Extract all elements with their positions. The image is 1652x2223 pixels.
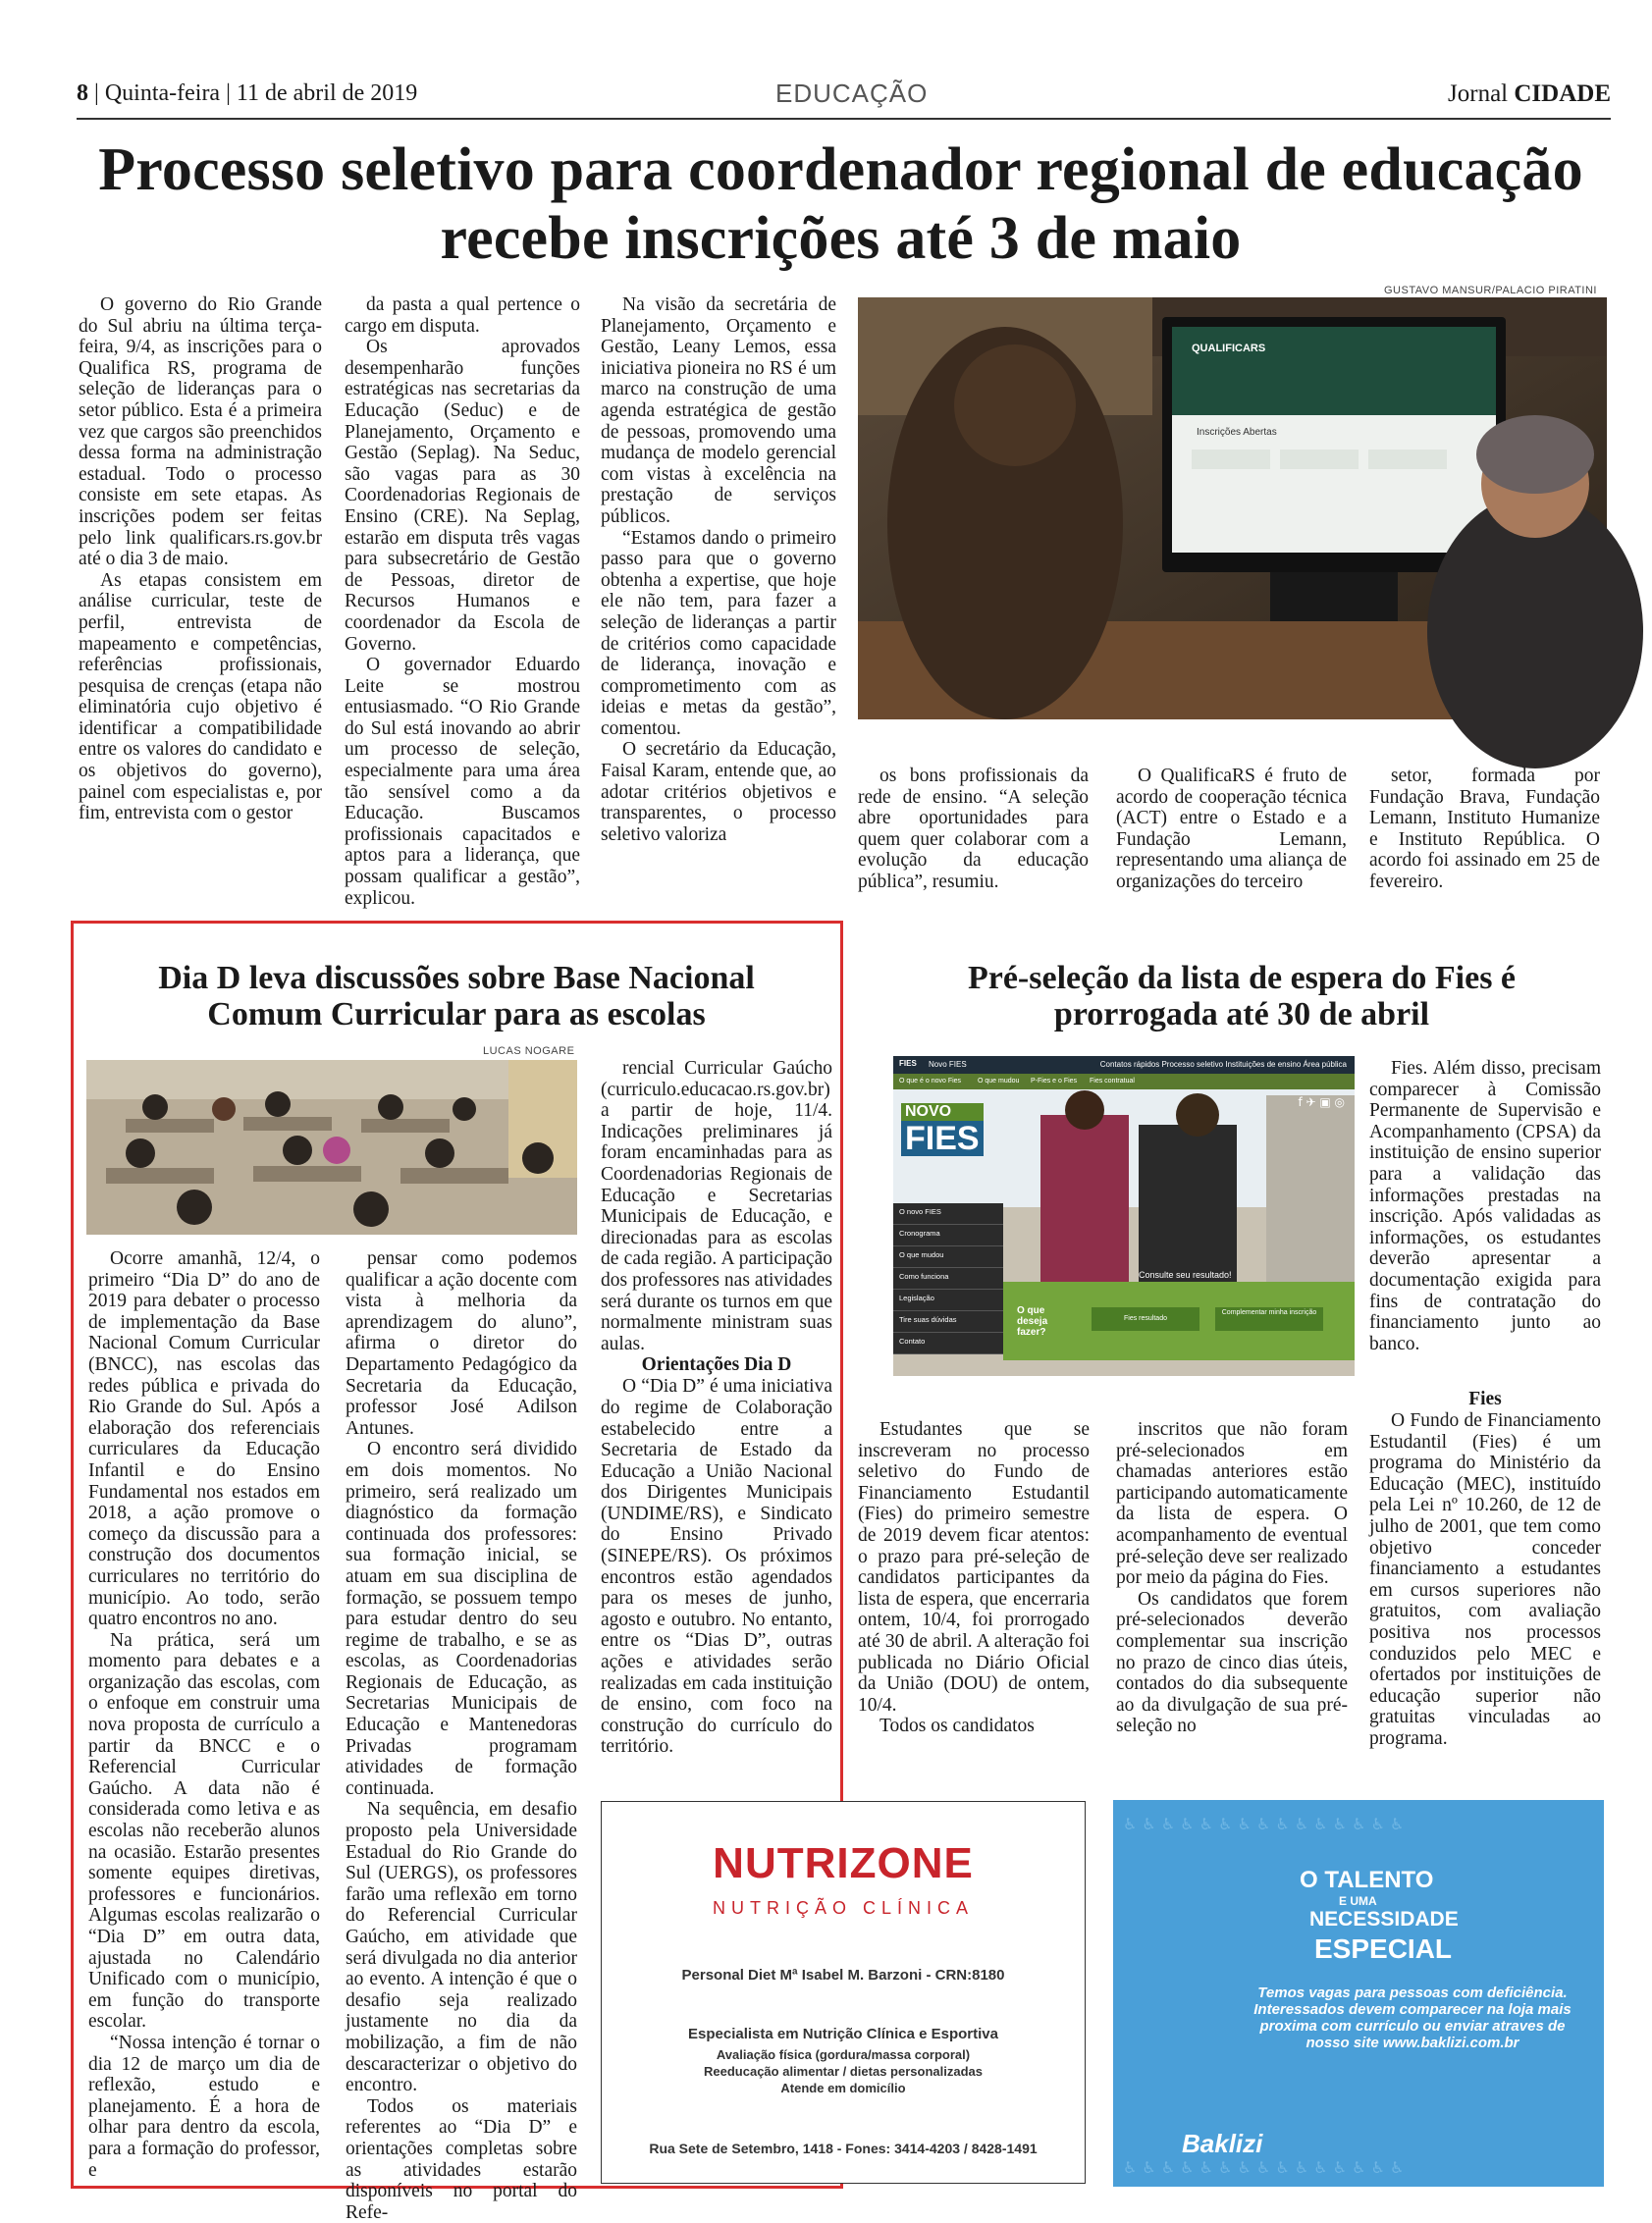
- nutrizone-line2: Reeducação alimentar / dietas personalizadas: [704, 2064, 983, 2079]
- fies-nav-item[interactable]: O que mudou: [978, 1078, 1020, 1085]
- paragraph: da pasta a qual pertence o cargo em disputa.: [345, 294, 580, 337]
- paragraph: Na sequência, em desafio proposto pela Universidade Estadual do Rio Grande do Sul (UERGS), os professores farão uma reflexão em torno do Referencial Curricular Gaúcho, em atividade que será divulgada no dia anterior ao evento. A intenção é que o desafio seja realizado justamente no dia da mobilização, a fim de não descaracterizar o objetivo do encontro.: [346, 1799, 577, 2096]
- header-rule: [77, 118, 1611, 120]
- baklizi-line1: O TALENTO: [1300, 1867, 1434, 1893]
- section-subhead: Orientações Dia D: [641, 1354, 792, 1376]
- lead-photo-image: [858, 297, 1607, 719]
- paragraph: “Nossa intenção é tornar o dia 12 de março um dia de reflexão, estudo e planejamento. É a hora de olhar para dentro da escola, para a formação do professor, e: [88, 2032, 320, 2181]
- fies-action-band: [1003, 1282, 1355, 1360]
- baklizi-logo: Baklizi: [1182, 2129, 1263, 2158]
- baklizi-line2: E UMA: [1339, 1894, 1377, 1908]
- paragraph: O Fundo de Financiamento Estudantil (Fies) é um programa do Ministério da Educação (MEC), instituído pela Lei nº 10.260, de 12 de julho de 2001, que tem como objetivo conceder financiamento a estudantes em cursos superiores não gratuitos, com avaliação positiva nos processos conduzidos pelo MEC e ofertados por instituições de educação superior não gratuitas vinculadas ao programa.: [1369, 1410, 1601, 1749]
- fies-logo-big: FIES: [901, 1121, 984, 1156]
- dia-d-photo-credit: LUCAS NOGARE: [483, 1045, 575, 1057]
- fies-logo-small: NOVO: [901, 1103, 984, 1121]
- paper-prefix: Jornal: [1448, 80, 1509, 107]
- dia-d-photo: [86, 1060, 577, 1235]
- ad-nutrizone: [601, 1801, 1086, 2184]
- fies-complement-button[interactable]: Complementar minha inscrição: [1215, 1307, 1323, 1331]
- paragraph: O encontro será dividido em dois momentos. No primeiro, será realizado um diagnóstico da formação continuada dos professores: sua formação inicial, se atuam em sua disciplina de formação, se possuem tempo para estudar dentro do seu regime de trabalho, e se as escolas, as Coordenadorias Regionais de Educação, as Secretarias Municipais de Educação e Mantenedoras Privadas programam atividades de formação continuada.: [346, 1439, 577, 1799]
- lead-headline: Processo seletivo para coordenador regional de educação recebe inscrições até 3 de maio: [98, 136, 1583, 272]
- fies-top-right: Contatos rápidos Processo seletivo Instituições de ensino Área pública: [1099, 1060, 1347, 1069]
- fies-column-2: [1116, 1419, 1348, 1753]
- fies-column-3b: [1369, 1389, 1601, 1762]
- fies-menu-item[interactable]: Contato: [893, 1333, 1003, 1354]
- paragraph: Os candidatos que forem pré-selecionados deverão complementar sua inscrição no prazo de cinco dias úteis, contados do dia subsequente ao da divulgação de sua pré-seleção no: [1116, 1588, 1348, 1737]
- fies-nav: [893, 1074, 1355, 1089]
- screen-heading: Inscrições Abertas: [1197, 427, 1277, 438]
- nutrizone-footer: Rua Sete de Setembro, 1418 - Fones: 3414-4203 / 8428-1491: [649, 2141, 1038, 2156]
- paragraph: Fies. Além disso, precisam comparecer à Comissão Permanente de Supervisão e Acompanhamento (CPSA) da instituição de ensino superior para a validação das informações prestadas na inscrição. Após validadas as informações, os estudantes deverão apresentar a documentação exigida para fins de contratação do financiamento junto ao banco.: [1369, 1058, 1601, 1354]
- paragraph: Na prática, será um momento para debates e a organização das escolas, com o enfoque em construir uma nova proposta de currículo a partir da BNCC e o Referencial Curricular Gaúcho. A data não é considerada como letiva e as escolas não receberão alunos na ocasião. Estarão presentes somente equipes diretivas, professores e funcionários. Algumas escolas realizarão o “Dia D” em outra data, ajustada no Calendário Unificado com o município, em função do transporte escolar.: [88, 1629, 320, 2033]
- baklizi-line3: NECESSIDADE: [1309, 1908, 1459, 1931]
- paragraph: inscritos que não foram pré-selecionados em chamadas anteriores estão participando automaticamente da lista de espera. O acompanhamento de eventual pré-seleção deve ser realizado por meio da página do Fies.: [1116, 1419, 1348, 1589]
- paper-name: [1448, 80, 1611, 108]
- nutrizone-specialty: Especialista em Nutrição Clínica e Esportiva: [688, 2026, 998, 2042]
- fies-social-icons[interactable]: f ✈ ▣ ◎: [1298, 1095, 1345, 1109]
- lead-column-3: [601, 294, 836, 903]
- svg-text:♿ ♿ ♿ ♿ ♿ ♿ ♿ ♿ ♿ ♿ ♿ ♿ ♿ ♿ ♿: ♿ ♿ ♿ ♿ ♿ ♿ ♿ ♿ ♿ ♿ ♿ ♿ ♿ ♿ ♿: [1123, 2158, 1405, 2177]
- dia-d-column-3: [601, 1058, 832, 1758]
- section-subhead: Fies: [1468, 1389, 1502, 1409]
- paragraph: Na visão da secretária de Planejamento, Orçamento e Gestão, Leany Lemos, essa iniciativa pioneira no RS é um marco na construção de uma agenda estratégica de gestão de pessoas, promovendo uma mudança de modelo gerencial com vistas à excelência na prestação de serviços públicos.: [601, 294, 836, 527]
- screen-brand: QUALIFICARS: [1192, 343, 1266, 354]
- paragraph: O secretário da Educação, Faisal Karam, entende que, ao adotar critérios objetivos e transparentes, o processo seletivo valoriza: [601, 739, 836, 845]
- paragraph: Os aprovados desempenharão funções estratégicas nas secretarias da Educação (Seduc) e de Planejamento, Orçamento e Gestão (Seplag). Na Seduc, são vagas para as 30 Coordenadorias Regionais de Ensino (CRE). Na Seplag, estarão em disputa três vagas para subsecretário de Gestão de Pessoas, diretor de Recursos Humanos e coordenador da Escola de Governo.: [345, 337, 580, 655]
- fies-result-button[interactable]: Fies resultado: [1092, 1307, 1199, 1331]
- fies-side-menu: [893, 1203, 1003, 1354]
- fies-menu-item[interactable]: Cronograma: [893, 1225, 1003, 1246]
- paragraph: O QualificaRS é fruto de acordo de cooperação técnica (ACT) entre o Estado e a Fundação Lemann, representando uma aliança de organizações do terceiro: [1116, 766, 1347, 892]
- paragraph: Todos os candidatos: [879, 1716, 1035, 1737]
- dia-d-photo-image: [86, 1060, 577, 1235]
- fies-top-center: Novo FIES: [929, 1060, 967, 1069]
- nutrizone-line1: Avaliação física (gordura/massa corporal): [716, 2047, 971, 2062]
- lead-photo-credit: GUSTAVO MANSUR/PALACIO PIRATINI: [1384, 285, 1597, 296]
- paragraph: “Estamos dando o primeiro passo para que o governo obtenha a expertise, que hoje ele não tem, para fazer a seleção de lideranças a partir de critérios como capacidade de liderança, inovação e comprometimento com as ideias e metas da gestão”, comentou.: [601, 527, 836, 739]
- nutrizone-brand: NUTRIZONE: [713, 1839, 974, 1887]
- fies-column-3a: [1369, 1058, 1601, 1397]
- fies-topbar: [893, 1056, 1355, 1074]
- nutrizone-personal: Personal Diet Mª Isabel M. Barzoni - CRN:8180: [681, 1967, 1005, 1984]
- paper-title: CIDADE: [1514, 80, 1611, 107]
- dia-d-column-1: [88, 1248, 320, 2181]
- fies-nav-item[interactable]: P-Fies e o Fies: [1031, 1078, 1078, 1085]
- dia-d-column-2: [346, 1248, 577, 2223]
- baklizi-line4: ESPECIAL: [1314, 1933, 1453, 1964]
- fies-logo: [901, 1103, 984, 1156]
- paragraph: rencial Curricular Gaúcho (curriculo.educacao.rs.gov.br) a partir de hoje, 11/4. Indicações preliminares já foram encaminhadas para as Coordenadorias Regionais de Educação e Secretarias Municipais de Educação, e direcionadas para as escolas de cada região. A participação dos professores nas atividades será durante os turnos em que normalmente ministram suas aulas.: [601, 1058, 832, 1354]
- lead-photo: [858, 297, 1607, 719]
- fies-nav-item[interactable]: Fies contratual: [1090, 1078, 1135, 1085]
- fies-headline: Pré-seleção da lista de espera do Fies é prorrogada até 30 de abril: [967, 960, 1517, 1032]
- paragraph: Estudantes que se inscreveram no processo seletivo do Fundo de Financiamento Estudantil (Fies) do primeiro semestre de 2019 devem ficar atentos: o prazo para pré-seleção de candidatos participantes da lista de espera, que encerraria ontem, 10/4, foi prorrogado até 30 de abril. A alteração foi publicada no Diário Oficial da União (DOU) de ontem, 10/4.: [858, 1419, 1090, 1716]
- paragraph: O “Dia D” é uma iniciativa do regime de Colaboração estabelecido entre a Secretaria de Estado da Educação a União Nacional dos Dirigentes Municipais (UNDIME/RS), e Sindicato do Ensino Privado (SINEPE/RS). Os próximos encontros estão agendados para os meses de junho, agosto e outubro. No entanto, entre os “Dias D”, outras ações e atividades serão realizadas em cada instituição de ensino, com foco na construção do currículo do território.: [601, 1376, 832, 1758]
- lead-column-1: [79, 294, 322, 903]
- lead-column-4: [858, 766, 1089, 905]
- paragraph: pensar como podemos qualificar a ação docente com vista à melhoria da aprendizagem do aluno”, afirma o diretor do Departamento Pedagógico da Secretaria da Educação, professor José Adilson Antunes.: [346, 1248, 577, 1439]
- fies-menu-item[interactable]: O que mudou: [893, 1246, 1003, 1268]
- fies-question: O que deseja fazer?: [1017, 1305, 1048, 1338]
- lead-column-2: [345, 294, 580, 909]
- fies-top-left: FIES: [899, 1059, 917, 1068]
- paragraph: O governador Eduardo Leite se mostrou entusiasmado. “O Rio Grande do Sul está inovando ao abrir um processo de seleção, especialmente para uma área tão sensível como a da Educação. Buscamos profissionais capacitados e aptos para a liderança, que possam qualificar a gestão”, explicou.: [345, 655, 580, 909]
- svg-text:♿ ♿ ♿ ♿ ♿ ♿ ♿ ♿ ♿ ♿ ♿ ♿ ♿ ♿ ♿: ♿ ♿ ♿ ♿ ♿ ♿ ♿ ♿ ♿ ♿ ♿ ♿ ♿ ♿ ♿: [1123, 1815, 1405, 1833]
- page-number: 8: [77, 80, 88, 106]
- paragraph: setor, formada por Fundação Brava, Fundação Lemann, Instituto Humanize e Instituto República. O acordo foi assinado em 25 de fevereiro.: [1369, 766, 1600, 892]
- lead-column-5: [1116, 766, 1347, 905]
- nutrizone-line3: Atende em domicílio: [780, 2081, 906, 2095]
- paragraph: os bons profissionais da rede de ensino. “A seleção abre oportunidades para quem quer colaborar com a evolução da educação pública”, resumiu.: [858, 766, 1089, 892]
- fies-column-1: [858, 1419, 1090, 1753]
- paragraph: O governo do Rio Grande do Sul abriu na última terça-feira, 9/4, as inscrições para o Qualifica RS, programa de seleção de lideranças para o setor público. Esta é a primeira vez que cargos são preenchidos dessa forma na administração estadual. Todo o processo consiste em sete etapas. As inscrições podem ser feitas pelo link qualificars.rs.gov.br até o dia 3 de maio.: [79, 294, 322, 570]
- ad-baklizi: [1113, 1800, 1604, 2187]
- fies-screenshot: [893, 1056, 1355, 1376]
- fies-menu-item[interactable]: O novo FIES: [893, 1203, 1003, 1225]
- paragraph: Todos os materiais referentes ao “Dia D” e orientações completas sobre as atividades estarão disponíveis no portal do Refe-: [346, 2095, 577, 2223]
- baklizi-body: Temos vagas para pessoas com deficiência. Interessados devem comparecer na loja mais proxima com currículo ou enviar atraves de nosso site www.baklizi.com.br: [1253, 1985, 1572, 2051]
- lead-column-6: [1369, 766, 1600, 905]
- fies-menu-item[interactable]: Como funciona: [893, 1268, 1003, 1290]
- paragraph: Ocorre amanhã, 12/4, o primeiro “Dia D” do ano de 2019 para debater o processo de implementação da Base Nacional Comum Curricular (BNCC), nas escolas das redes pública e privada do Rio Grande do Sul. Após a elaboração dos referenciais curriculares da Educação Infantil e do Ensino Fundamental nos estados em 2018, a ação promove o começo da discussão para a construção dos documentos curriculares no território do município. Ao todo, serão quatro encontros no ano.: [88, 1248, 320, 1630]
- fies-nav-item[interactable]: O que é o novo Fies: [899, 1078, 962, 1085]
- page-date: Quinta-feira | 11 de abril de 2019: [104, 80, 418, 106]
- section-label: EDUCAÇÃO: [775, 79, 929, 108]
- dia-d-headline: Dia D leva discussões sobre Base Nacional Comum Curricular para as escolas: [158, 960, 755, 1032]
- paragraph: As etapas consistem em análise curricular, teste de perfil, entrevista de mapeamento e competências, referências profissionais, pesquisa de crenças (etapa não eliminatória cujo objetivo é identificar a compatibilidade entre os valores do candidato e os objetivos do governo), painel com especialistas e, por fim, entrevista com o gestor: [79, 569, 322, 824]
- fies-result-label: Consulte seu resultado!: [1139, 1270, 1232, 1280]
- fies-menu-item[interactable]: Legislação: [893, 1290, 1003, 1311]
- nutrizone-tagline: NUTRIÇÃO CLÍNICA: [712, 1898, 974, 1918]
- page-info: 8 | Quinta-feira | 11 de abril de 2019: [77, 80, 418, 106]
- fies-menu-item[interactable]: Tire suas dúvidas: [893, 1311, 1003, 1333]
